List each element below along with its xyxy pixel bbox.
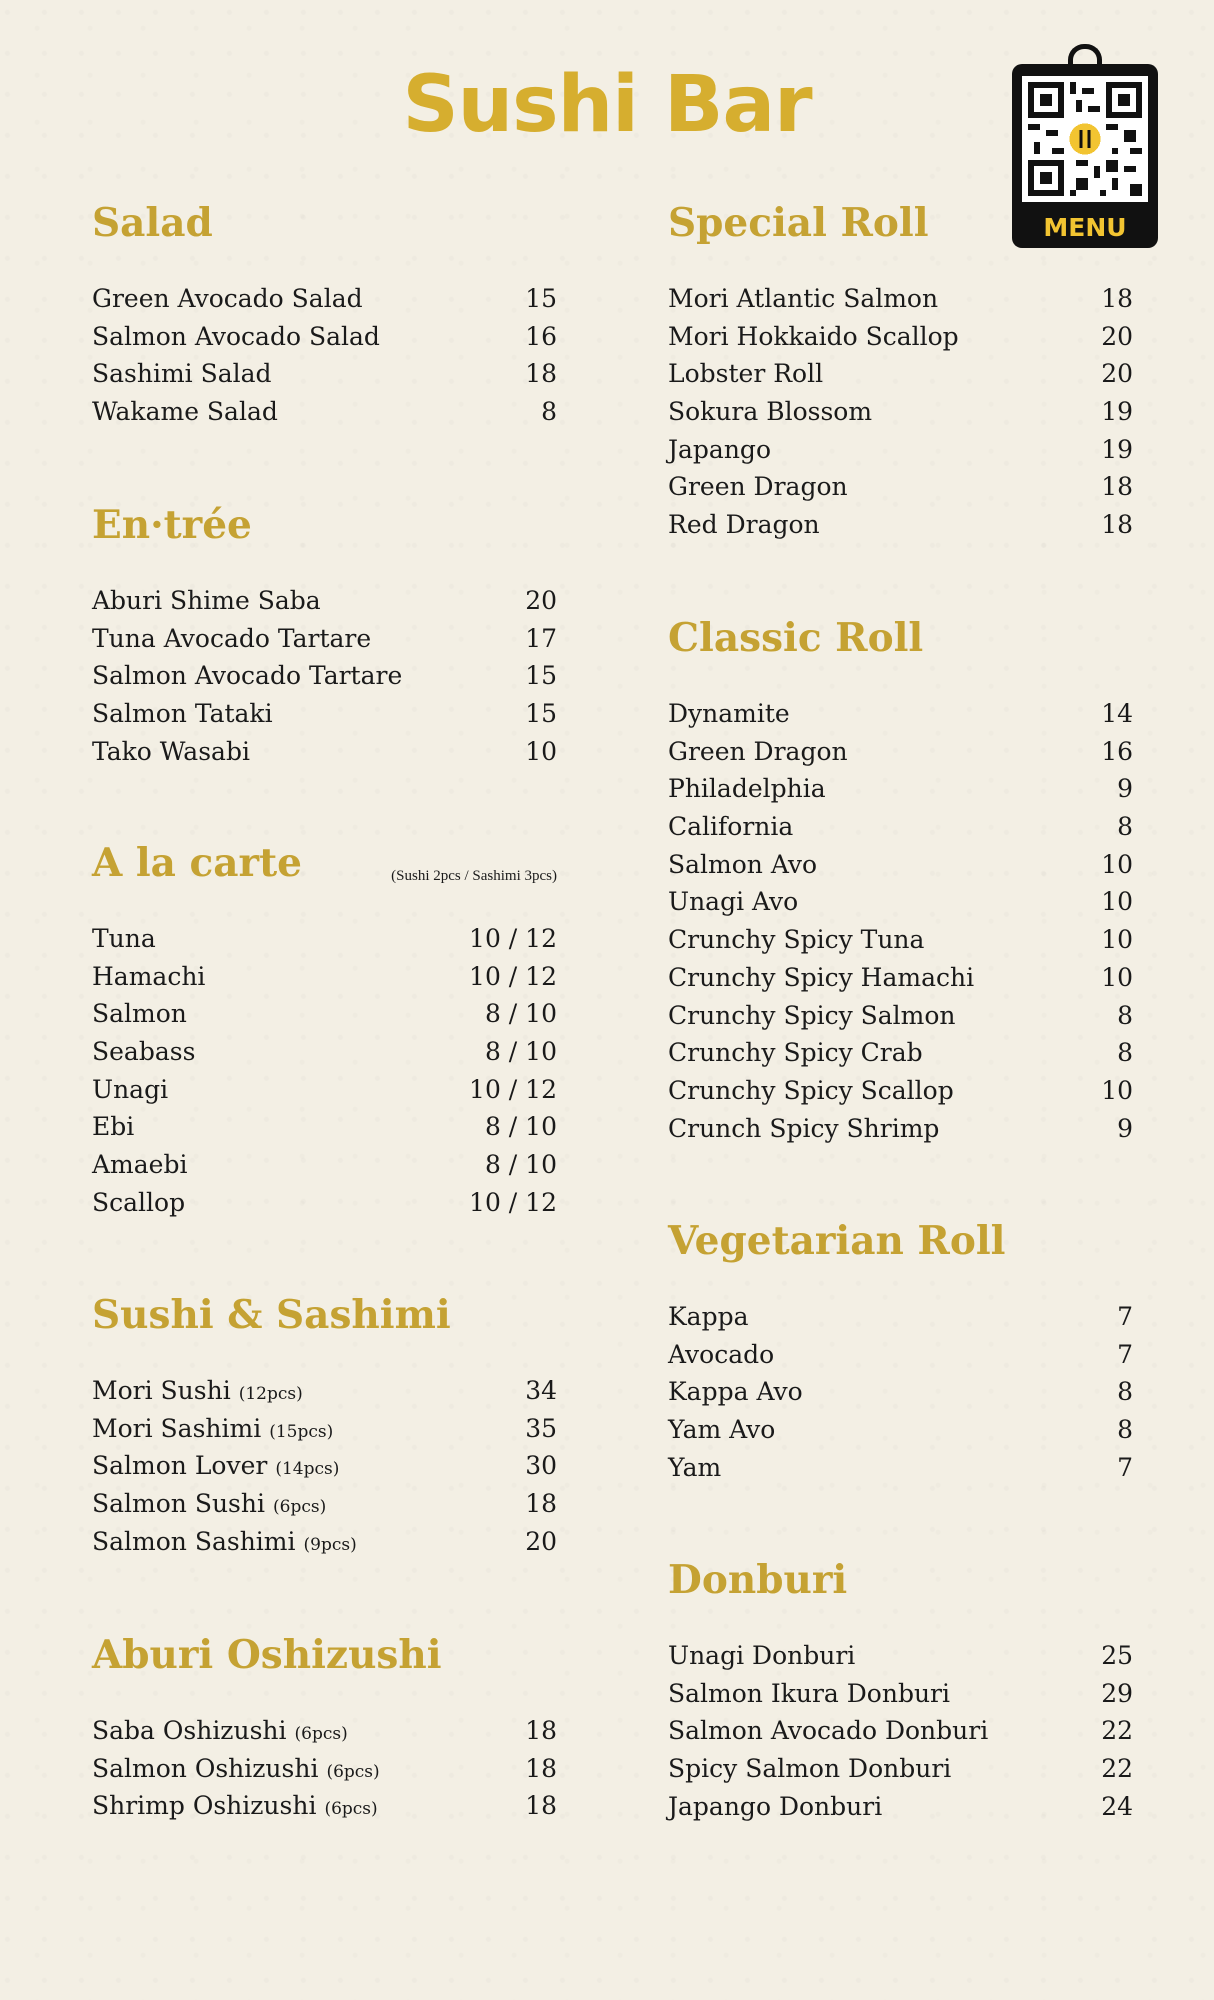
menu-item [668, 925, 1133, 963]
menu-item-price: 19 [1101, 397, 1133, 427]
menu-item-name: Tako Wasabi [92, 736, 250, 766]
menu-item-price: 10 [1101, 1075, 1133, 1105]
menu-item-label [668, 1792, 882, 1821]
menu-item-name: Salmon Avocado Tartare [92, 661, 403, 691]
section-salad [92, 200, 557, 427]
menu-item-label [92, 962, 205, 991]
menu-item-name: Aburi Shime Saba [92, 586, 321, 615]
menu-item-price: 18 [525, 1753, 557, 1783]
section-header [92, 840, 557, 910]
menu-item [668, 1641, 1133, 1679]
menu-item-name: Salmon [92, 999, 187, 1029]
menu-item-price: 17 [525, 623, 557, 653]
menu-item-label [92, 1716, 348, 1745]
menu-item [668, 812, 1133, 850]
menu-item-label [92, 1112, 134, 1141]
menu-item-label [92, 699, 273, 728]
menu-item-price: 29 [1101, 1678, 1133, 1708]
menu-item-label [92, 284, 363, 313]
menu-item-name: Crunchy Spicy Scallop [668, 1075, 954, 1105]
menu-item-name: Kappa [668, 1302, 749, 1331]
menu-item [92, 1451, 557, 1489]
menu-item-label [668, 1415, 775, 1444]
menu-item-price: 8 [1117, 1415, 1133, 1445]
menu-item [668, 774, 1133, 812]
menu-item [668, 1716, 1133, 1754]
menu-item-label [668, 1641, 855, 1670]
menu-item-label [668, 1001, 956, 1030]
menu-item-name: Salmon Avocado Donburi [668, 1716, 989, 1746]
menu-item-label [668, 699, 790, 728]
section-header [92, 1632, 557, 1702]
section-special-roll [668, 200, 1133, 540]
menu-item-name: Salmon Tataki [92, 699, 273, 729]
section-donburi [668, 1557, 1133, 1821]
menu-item-label [668, 322, 959, 351]
menu-item-name: Yam [668, 1452, 722, 1482]
menu-item-price: 18 [525, 1489, 557, 1519]
menu-item-name: Yam Avo [668, 1415, 776, 1445]
section-header [668, 200, 1133, 270]
section-classic-roll [668, 615, 1133, 1143]
menu-item [668, 510, 1133, 548]
menu-item-label [92, 1075, 168, 1104]
menu-item [92, 999, 557, 1037]
menu-item-label [92, 924, 156, 953]
menu-item-price: 14 [1101, 699, 1133, 728]
menu-item-label [92, 1188, 185, 1217]
menu-item-label [92, 322, 380, 351]
menu-item-pieces: (15pcs) [269, 1421, 334, 1442]
menu-item-label [668, 774, 826, 803]
menu-item [668, 322, 1133, 360]
menu-item-price: 16 [525, 321, 557, 351]
page-title: Sushi Bar [402, 60, 812, 150]
menu-item-name: Unagi Avo [668, 887, 799, 917]
section-title: Special Roll [668, 200, 929, 246]
section-title: Classic Roll [668, 615, 924, 661]
menu-item [92, 397, 557, 435]
menu-item [92, 1527, 557, 1565]
menu-item-price: 10 [1101, 887, 1133, 917]
menu-item [92, 1075, 557, 1113]
menu-item-label [668, 850, 817, 879]
menu-item-label [668, 1114, 939, 1143]
menu-item-name: Unagi [92, 1074, 169, 1104]
menu-item [92, 322, 557, 360]
menu-item [668, 472, 1133, 510]
menu-item-name: Amaebi [92, 1150, 188, 1180]
menu-item-name: Salmon Lover [92, 1451, 268, 1481]
menu-item-label [92, 1376, 303, 1405]
menu-item-price: 8 [1117, 1038, 1133, 1068]
menu-item-price: 10 [1101, 849, 1133, 879]
menu-item [92, 1489, 557, 1527]
menu-item-price: 35 [525, 1413, 557, 1443]
menu-item-label [92, 1791, 378, 1820]
menu-item-price: 34 [525, 1376, 557, 1405]
menu-item-price: 20 [525, 1526, 557, 1556]
menu-item [92, 1150, 557, 1188]
menu-item-label [92, 1527, 357, 1556]
menu-item-label [92, 737, 250, 766]
menu-item-price: 18 [525, 359, 557, 389]
menu-item [92, 699, 557, 737]
menu-item [92, 1716, 557, 1754]
menu-item-price: 16 [1101, 736, 1133, 766]
menu-item-name: Crunchy Spicy Crab [668, 1038, 923, 1068]
menu-item [668, 1792, 1133, 1830]
menu-item [668, 1114, 1133, 1152]
menu-item-price: 18 [1101, 510, 1133, 540]
menu-item-price: 20 [1101, 321, 1133, 351]
section-a-la-carte [92, 840, 557, 1217]
menu-item-list [668, 284, 1133, 548]
menu-item-name: Crunchy Spicy Tuna [668, 925, 925, 955]
section-title: A la carte [92, 840, 302, 886]
menu-item-label [668, 1038, 923, 1067]
menu-item [92, 1791, 557, 1829]
menu-item-price: 18 [525, 1791, 557, 1821]
menu-item [668, 1340, 1133, 1378]
menu-item-label [92, 1754, 380, 1783]
menu-item-label [668, 887, 798, 916]
menu-item-label [668, 284, 938, 313]
section-note: (Sushi 2pcs / Sashimi 3pcs) [391, 868, 557, 884]
menu-item-price: 8 / 10 [484, 1112, 557, 1142]
section-header [668, 1218, 1133, 1288]
section-title: Sushi & Sashimi [92, 1292, 451, 1338]
menu-item [92, 359, 557, 397]
menu-item [92, 1112, 557, 1150]
menu-item-name: Hamachi [92, 961, 206, 991]
menu-item-label [668, 1076, 954, 1105]
menu-item-price: 25 [1101, 1641, 1133, 1670]
menu-item-label [668, 397, 872, 426]
qr-menu-label: MENU [1043, 213, 1127, 242]
menu-item-label [668, 435, 771, 464]
menu-item-label [668, 963, 974, 992]
menu-item-name: Kappa Avo [668, 1377, 803, 1407]
menu-item-price: 18 [1101, 472, 1133, 502]
menu-item-price: 10 [1101, 925, 1133, 955]
section-vegetarian-roll [668, 1218, 1133, 1482]
menu-item-label [92, 624, 371, 653]
menu-item-price: 10 / 12 [469, 961, 557, 991]
menu-item-name: Green Avocado Salad [92, 284, 363, 313]
section-en-tr-e [92, 502, 557, 766]
menu-item-pieces: (6pcs) [273, 1497, 327, 1518]
menu-item [92, 1376, 557, 1414]
menu-item-name: Mori Sashimi [92, 1413, 262, 1443]
menu-item-label [92, 1414, 333, 1443]
menu-item-price: 9 [1117, 774, 1133, 804]
menu-item-name: Salmon Sashimi [92, 1526, 296, 1556]
menu-item-label [92, 397, 278, 426]
menu-item-pieces: (6pcs) [324, 1799, 378, 1820]
section-title: Aburi Oshizushi [92, 1632, 442, 1678]
section-header [92, 1292, 557, 1362]
menu-item-name: Mori Hokkaido Scallop [668, 321, 959, 351]
menu-item [92, 1754, 557, 1792]
menu-item-label [668, 1679, 950, 1708]
menu-item-price: 20 [525, 586, 557, 615]
menu-item-list [668, 1641, 1133, 1829]
menu-item-price: 15 [525, 699, 557, 729]
menu-item-price: 10 [525, 736, 557, 766]
menu-item [92, 1188, 557, 1226]
section-header [92, 502, 557, 572]
menu-item [668, 1001, 1133, 1039]
menu-item-name: Sokura Blossom [668, 397, 873, 427]
menu-item [668, 1076, 1133, 1114]
menu-item-list [92, 924, 557, 1226]
menu-item-name: Shrimp Oshizushi [92, 1791, 317, 1821]
menu-item-label [668, 1754, 951, 1783]
menu-item-list [668, 1302, 1133, 1490]
menu-item-name: Mori Atlantic Salmon [668, 284, 939, 313]
menu-item-pieces: (14pcs) [275, 1459, 340, 1480]
menu-item [668, 435, 1133, 473]
menu-item-name: Saba Oshizushi [92, 1716, 287, 1745]
section-title: Salad [92, 200, 213, 246]
menu-item [92, 1414, 557, 1452]
menu-item [92, 661, 557, 699]
menu-item-price: 7 [1117, 1452, 1133, 1482]
menu-item-list [92, 586, 557, 774]
menu-item-price: 18 [1101, 284, 1133, 313]
menu-item-price: 24 [1101, 1791, 1133, 1821]
section-header [668, 615, 1133, 685]
menu-item-label [668, 1340, 774, 1369]
menu-item [668, 887, 1133, 925]
menu-item-name: Mori Sushi [92, 1376, 231, 1405]
menu-item-pieces: (6pcs) [294, 1724, 348, 1744]
menu-item-price: 10 [1101, 962, 1133, 992]
menu-item [668, 359, 1133, 397]
menu-item-name: Red Dragon [668, 510, 820, 540]
menu-item-price: 18 [525, 1716, 557, 1745]
menu-item-price: 7 [1117, 1339, 1133, 1369]
menu-item-name: Salmon Sushi [92, 1489, 265, 1519]
section-header [92, 200, 557, 270]
menu-item-label [92, 1037, 195, 1066]
menu-item-pieces: (9pcs) [303, 1534, 357, 1555]
section-sushi-sashimi [92, 1292, 557, 1556]
menu-item [668, 699, 1133, 737]
menu-item-name: Green Dragon [668, 472, 848, 502]
menu-item-label [92, 1489, 326, 1518]
menu-item [92, 284, 557, 322]
menu-item-price: 20 [1101, 359, 1133, 389]
menu-item-label [92, 1451, 339, 1480]
menu-item [668, 1754, 1133, 1792]
menu-item-label [668, 510, 820, 539]
menu-item [668, 1453, 1133, 1491]
menu-item-name: Salmon Avocado Salad [92, 321, 380, 351]
menu-item-price: 15 [525, 661, 557, 691]
menu-item-name: Japango Donburi [668, 1791, 883, 1821]
menu-item [668, 850, 1133, 888]
menu-item-name: Dynamite [668, 699, 790, 728]
menu-item-list [92, 284, 557, 435]
menu-item-name: California [668, 812, 794, 842]
section-title: Vegetarian Roll [668, 1218, 1006, 1264]
menu-item [668, 1679, 1133, 1717]
menu-item-price: 22 [1101, 1754, 1133, 1784]
section-header [668, 1557, 1133, 1627]
menu-item [668, 1302, 1133, 1340]
menu-item-price: 10 / 12 [469, 1187, 557, 1217]
menu-item-price: 8 / 10 [484, 1150, 557, 1180]
menu-item-name: Wakame Salad [92, 397, 278, 427]
menu-item-name: Tuna Avocado Tartare [92, 623, 372, 653]
menu-item-label [668, 812, 793, 841]
menu-item-label [668, 737, 848, 766]
menu-item-name: Lobster Roll [668, 359, 824, 389]
menu-item [668, 963, 1133, 1001]
menu-item-name: Avocado [668, 1339, 775, 1369]
menu-item-name: Crunch Spicy Shrimp [668, 1113, 940, 1143]
menu-item-label [668, 925, 924, 954]
menu-item [668, 397, 1133, 435]
qr-code-icon [1022, 76, 1148, 202]
menu-item [668, 284, 1133, 322]
menu-item-name: Salmon Avo [668, 849, 818, 879]
menu-item-label [92, 586, 321, 615]
menu-item-price: 22 [1101, 1716, 1133, 1746]
menu-item-label [668, 359, 823, 388]
menu-item [92, 924, 557, 962]
menu-item-name: Sashimi Salad [92, 359, 272, 389]
menu-item-name: Seabass [92, 1037, 196, 1067]
menu-item-list [92, 1716, 557, 1829]
menu-item-label [668, 1302, 749, 1331]
menu-item-label [668, 472, 848, 501]
menu-item [92, 737, 557, 775]
menu-item [668, 1038, 1133, 1076]
menu-item-price: 15 [525, 284, 557, 313]
menu-item-price: 7 [1117, 1302, 1133, 1331]
menu-item-price: 10 / 12 [469, 1074, 557, 1104]
menu-item [668, 737, 1133, 775]
menu-item-label [92, 359, 272, 388]
menu-item-label [92, 1150, 187, 1179]
menu-item-pieces: (6pcs) [326, 1761, 380, 1782]
menu-item-name: Ebi [92, 1112, 135, 1142]
menu-item-name: Crunchy Spicy Salmon [668, 1000, 956, 1030]
menu-item-price: 8 [1117, 812, 1133, 842]
menu-item [92, 962, 557, 1000]
menu-item-price: 8 [541, 397, 557, 427]
menu-item-label [92, 999, 187, 1028]
menu-item-label [668, 1453, 721, 1482]
menu-item-list [92, 1376, 557, 1564]
menu-item-name: Salmon Ikura Donburi [668, 1678, 951, 1708]
menu-item-label [668, 1716, 988, 1745]
menu-item-name: Spicy Salmon Donburi [668, 1754, 952, 1784]
menu-item-label [92, 661, 402, 690]
menu-item-price: 10 / 12 [469, 924, 557, 953]
menu-item-label [668, 1377, 803, 1406]
menu-item-name: Crunchy Spicy Hamachi [668, 962, 975, 992]
menu-item-price: 9 [1117, 1113, 1133, 1143]
menu-item [668, 1415, 1133, 1453]
menu-item-name: Tuna [92, 924, 156, 953]
menu-item-name: Green Dragon [668, 736, 848, 766]
menu-item-name: Scallop [92, 1187, 186, 1217]
menu-item [92, 586, 557, 624]
menu-item-pieces: (12pcs) [238, 1384, 303, 1404]
menu-item-price: 30 [525, 1451, 557, 1481]
section-title: En·trée [92, 502, 252, 548]
menu-item-price: 8 [1117, 1000, 1133, 1030]
menu-item-list [668, 699, 1133, 1151]
menu-item-name: Salmon Oshizushi [92, 1753, 319, 1783]
menu-item-price: 19 [1101, 434, 1133, 464]
menu-item [668, 1377, 1133, 1415]
menu-item-name: Japango [668, 434, 771, 464]
menu-item [92, 624, 557, 662]
menu-item-name: Unagi Donburi [668, 1641, 856, 1670]
menu-item [92, 1037, 557, 1075]
menu-item-price: 8 [1117, 1377, 1133, 1407]
section-title: Donburi [668, 1557, 848, 1603]
section-aburi-oshizushi [92, 1632, 557, 1821]
menu-item-price: 8 / 10 [484, 1037, 557, 1067]
menu-item-price: 8 / 10 [484, 999, 557, 1029]
menu-item-name: Philadelphia [668, 774, 826, 804]
